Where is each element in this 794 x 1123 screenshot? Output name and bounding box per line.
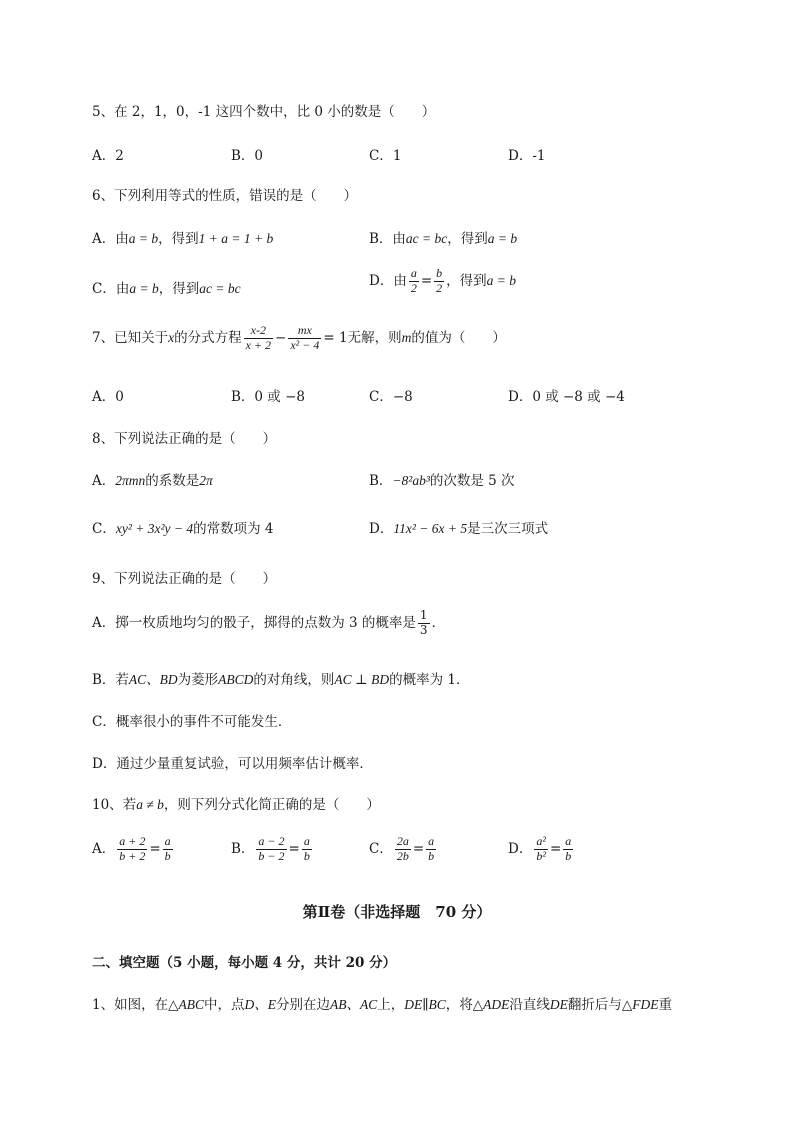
q8-c-mid: 的常数项为 4 — [193, 521, 274, 537]
q10-c-fraction — [395, 835, 411, 864]
fill1-mid1: 中，点 — [203, 997, 245, 1013]
q6-a-math1: a = b — [128, 231, 159, 246]
q9-stem: 9、下列说法正确的是（ ） — [92, 571, 277, 587]
q10-b-num: a − 2 — [258, 834, 285, 848]
q7-option-d: D．0 或 −8 或 −4 — [508, 389, 625, 405]
q6-option-a — [92, 227, 273, 247]
q5-option-a: A．2 — [92, 148, 124, 164]
q5-option-b: B．0 — [231, 148, 264, 164]
q10-b-rd: b — [303, 848, 310, 863]
q6-option-d — [369, 267, 516, 296]
q7-mid1: 的分式方程 — [174, 329, 242, 346]
q10-b-fraction — [256, 835, 286, 864]
q6-c-mid: ，得到 — [158, 281, 200, 297]
q6-c-math1: a = b — [129, 281, 159, 296]
q10-a-num: a + 2 — [119, 834, 146, 848]
q7-f1-den: x + 2 — [245, 337, 272, 352]
q8-b-mid: 的次数是 5 次 — [429, 473, 515, 489]
q10-c-num: 2a — [396, 834, 409, 848]
fill1-end: 重 — [658, 997, 672, 1013]
q10-b-rn: a — [303, 834, 310, 848]
fill1-math7: FDE — [632, 997, 659, 1012]
q10-d-num: a² — [536, 834, 546, 848]
q10-a-rd: b — [164, 848, 171, 863]
q7-f2-den: x² − 4 — [290, 337, 320, 352]
q7-end: 的值为（ ） — [411, 329, 506, 346]
q7-var-m: m — [401, 329, 412, 345]
q10-a-rn: a — [164, 834, 171, 848]
q6-d-eq: = — [420, 272, 433, 289]
q9-b-math2: ABCD — [218, 672, 254, 687]
fill1-math3: AB、AC — [329, 997, 378, 1012]
q8-option-a — [92, 469, 213, 489]
q10-option-a — [92, 835, 175, 864]
q10-pre: 10、若 — [92, 797, 137, 813]
q8-stem: 8、下列说法正确的是（ ） — [92, 431, 277, 447]
q10-stem — [92, 793, 380, 813]
q6-d-fraction-a — [409, 267, 419, 296]
q10-a-pre: A． — [92, 840, 116, 857]
q10-a-den: b + 2 — [119, 848, 146, 863]
fill1-mid6: 翻折后与△ — [567, 997, 633, 1013]
q7-eq: = 1 — [323, 329, 348, 346]
q6-d-fraction-b — [434, 267, 444, 296]
q6-option-c — [92, 277, 241, 297]
q6-d-pre: D．由 — [369, 272, 407, 289]
q10-end: ，则下列分式化简正确的是（ ） — [163, 797, 380, 813]
q10-d-fraction — [534, 835, 548, 864]
q6-d-fb-num: b — [436, 266, 443, 280]
q8-d-pre: D． — [369, 521, 394, 537]
q8-c-pre: C． — [92, 521, 116, 537]
q8-b-pre: B． — [369, 473, 393, 489]
q10-b-eq: = — [288, 840, 300, 857]
q9-a-f-num: 1 — [419, 608, 428, 622]
q7-f2-num: mx — [288, 324, 321, 339]
q9-b-mid: 为菱形 — [177, 672, 219, 688]
q10-condition: a ≠ b — [136, 797, 164, 812]
q6-b-pre: B．由 — [369, 231, 406, 247]
q7-var-x: x — [168, 329, 175, 345]
q10-d-eq: = — [549, 840, 562, 857]
q9-a-fraction — [418, 609, 430, 638]
q6-c-pre: C．由 — [92, 281, 130, 297]
q7-pre: 7、已知关于 — [92, 329, 169, 346]
section-2-heading: 二、填空题（5 小题，每小题 4 分，共计 20 分） — [92, 955, 397, 971]
q7-minus: − — [275, 329, 287, 346]
q6-b-mid: ，得到 — [447, 231, 488, 247]
q6-b-math2: a = b — [487, 231, 518, 246]
q6-d-fa-num: a — [410, 266, 417, 280]
q6-d-math2: a = b — [486, 272, 517, 288]
q8-option-c — [92, 517, 274, 537]
q8-d-math1: 11x² − 6x + 5 — [393, 521, 468, 536]
q8-a-mid: 的系数是 — [145, 473, 200, 489]
q6-d-mid: ，得到 — [446, 272, 487, 289]
q9-a-end: ． — [431, 614, 446, 631]
q9-b-mid2: 的对角线，则 — [253, 672, 335, 688]
fill1-math5: ADE — [483, 997, 510, 1012]
q9-option-c: C．概率很小的事件不可能发生． — [92, 714, 292, 730]
q10-d-rd: b — [565, 848, 572, 863]
q7-mid2: 无解，则 — [347, 329, 402, 346]
q6-b-math1: ac = bc — [405, 231, 448, 246]
q7-f1-num: x-2 — [244, 324, 273, 339]
q8-a-math2: 2π — [199, 473, 213, 488]
fill1-mid4: ，将△ — [445, 997, 484, 1013]
q9-b-pre: B．若 — [92, 672, 129, 688]
q6-a-math2: 1 + a = 1 + b — [198, 231, 274, 246]
q10-c-result — [426, 835, 436, 864]
q10-d-result — [563, 835, 573, 864]
q9-option-b — [92, 668, 470, 688]
fill1-mid5: 沿直线 — [509, 997, 550, 1013]
q10-c-rn: a — [428, 834, 435, 848]
section-2-title: 第Ⅱ卷（非选择题 70 分） — [302, 903, 492, 921]
q9-b-end: 的概率为 1． — [389, 672, 470, 688]
q10-a-result — [163, 835, 173, 864]
q10-b-pre: B． — [231, 840, 255, 857]
fill1-math2: D、E — [244, 997, 276, 1012]
fill1-math1: ABC — [178, 997, 204, 1012]
q10-c-eq: = — [412, 840, 425, 857]
q6-a-pre: A．由 — [92, 231, 129, 247]
q10-c-rd: b — [428, 848, 435, 863]
q8-c-math1: xy² + 3x²y − 4 — [115, 521, 194, 536]
q7-fraction-2 — [288, 324, 321, 353]
q5-option-c: C．1 — [369, 148, 402, 164]
q10-d-den: b² — [536, 848, 546, 863]
q8-a-pre: A． — [92, 473, 116, 489]
q6-stem: 6、下列利用等式的性质，错误的是（ ） — [92, 188, 358, 204]
q9-option-d: D．通过少量重复试验，可以用频率估计概率． — [92, 756, 373, 772]
q6-d-fa-den: 2 — [410, 280, 417, 295]
q5-option-d: D．-1 — [508, 148, 546, 164]
q8-a-math1: 2πmn — [115, 473, 146, 488]
q10-c-den: 2b — [396, 848, 409, 863]
q8-b-math1: −8²ab³ — [392, 473, 430, 488]
q9-b-math1: AC、BD — [128, 672, 178, 687]
q9-option-a — [92, 609, 445, 638]
q10-d-rn: a — [565, 834, 572, 848]
q6-c-math2: ac = bc — [199, 281, 241, 296]
q6-a-mid: ，得到 — [158, 231, 199, 247]
fill1-mid3: 上， — [377, 997, 405, 1013]
q7-fraction-1 — [244, 324, 273, 353]
q10-b-den: b − 2 — [258, 848, 285, 863]
q7-option-c: C．−8 — [369, 389, 413, 405]
q9-b-math3: AC ⊥ BD — [334, 672, 390, 687]
fill1-mid2: 分别在边 — [275, 997, 330, 1013]
q10-a-eq: = — [149, 840, 161, 857]
q6-option-b — [369, 227, 517, 247]
q10-c-pre: C． — [369, 840, 393, 857]
q10-b-result — [302, 835, 312, 864]
fill1-math4: DE∥BC — [404, 997, 446, 1012]
q8-option-d — [369, 517, 548, 537]
q10-option-b — [231, 835, 314, 864]
q9-a-f-den: 3 — [419, 622, 428, 637]
q10-option-d — [508, 835, 575, 864]
q8-d-mid: 是三次三项式 — [467, 521, 549, 537]
q10-option-c — [369, 835, 438, 864]
q7-option-a: A．0 — [92, 389, 124, 405]
q7-stem — [92, 324, 506, 353]
q10-a-fraction — [117, 835, 147, 864]
q6-d-fb-den: 2 — [436, 280, 443, 295]
fill1-pre: 1、如图，在△ — [92, 997, 179, 1013]
q5-stem: 5、在 2，1，0，-1 这四个数中，比 0 小的数是（ ） — [92, 104, 436, 120]
q8-option-b — [369, 469, 515, 489]
q10-d-pre: D． — [508, 840, 533, 857]
fill1-math6: DE — [549, 997, 568, 1012]
fill1-stem — [92, 993, 672, 1013]
q9-a-text: A．掷一枚质地均匀的骰子，掷得的点数为 3 的概率是 — [92, 614, 416, 631]
q7-option-b: B．0 或 −8 — [231, 389, 305, 405]
